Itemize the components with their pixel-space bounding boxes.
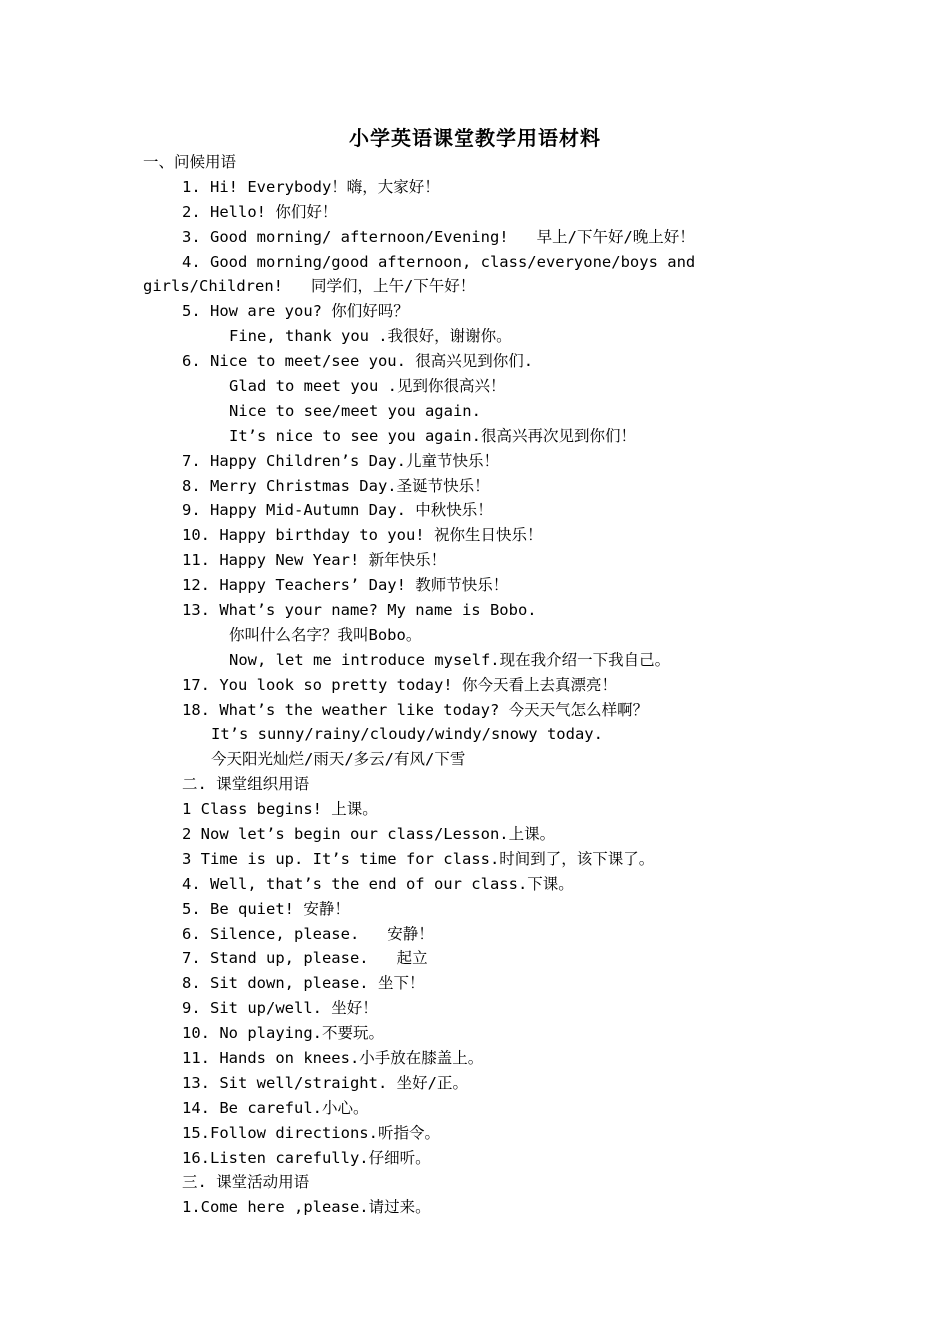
text-line: 8. Sit down, please. 坐下！: [182, 974, 425, 992]
section-heading-greetings: 一、问候用语: [143, 153, 237, 171]
text-line: 3 Time is up. It’s time for class.时间到了，该下课了。: [182, 850, 655, 868]
document-title: 小学英语课堂教学用语材料: [349, 126, 601, 150]
text-line: 7. Happy Children’s Day.儿童节快乐！: [182, 452, 499, 470]
text-line: 11. Happy New Year! 新年快乐！: [182, 551, 447, 569]
text-line: 5. How are you? 你们好吗？: [182, 302, 409, 320]
text-line: 10. No playing.不要玩。: [182, 1024, 384, 1042]
text-line: Fine, thank you .我很好，谢谢你。: [229, 327, 512, 345]
text-line: 13. Sit well/straight. 坐好/正。: [182, 1074, 468, 1092]
text-line: 6. Silence, please. 安静！: [182, 925, 434, 943]
text-line: 18. What’s the weather like today? 今天天气怎么样啊？: [182, 701, 649, 719]
text-line: 4. Well, that’s the end of our class.下课。: [182, 875, 574, 893]
text-line: 2. Hello! 你们好！: [182, 203, 338, 221]
text-line: 你叫什么名字？我叫Bobo。: [229, 626, 422, 644]
text-line: Now, let me introduce myself.现在我介绍一下我自己。: [229, 651, 671, 669]
text-line: 1. Hi! Everybody！嗨，大家好！: [182, 178, 440, 196]
text-line: 7. Stand up, please. 起立: [182, 949, 428, 967]
text-line: 9. Sit up/well. 坐好！: [182, 999, 378, 1017]
text-line: It’s nice to see you again.很高兴再次见到你们！: [229, 427, 636, 445]
text-line: 15.Follow directions.听指令。: [182, 1124, 440, 1142]
text-line: 今天阳光灿烂/雨天/多云/有风/下雪: [211, 750, 466, 768]
text-line: 5. Be quiet! 安静！: [182, 900, 350, 918]
text-line: girls/Children! 同学们，上午/下午好！: [143, 277, 476, 295]
text-line: 16.Listen carefully.仔细听。: [182, 1149, 431, 1167]
text-line: It’s sunny/rainy/cloudy/windy/snowy today.: [211, 725, 603, 743]
text-line: 9. Happy Mid-Autumn Day. 中秋快乐！: [182, 501, 493, 519]
text-line: 11. Hands on knees.小手放在膝盖上。: [182, 1049, 484, 1067]
text-line: 13. What’s your name? My name is Bobo.: [182, 601, 537, 619]
text-line: Glad to meet you .见到你很高兴！: [229, 377, 506, 395]
text-line: 1.Come here ,please.请过来。: [182, 1198, 431, 1216]
section-heading-classroom-activities: 三. 课堂活动用语: [182, 1173, 310, 1191]
text-line: 17. You look so pretty today! 你今天看上去真漂亮！: [182, 676, 617, 694]
text-line: 10. Happy birthday to you! 祝你生日快乐！: [182, 526, 543, 544]
text-line: 14. Be careful.小心。: [182, 1099, 369, 1117]
text-line: Nice to see/meet you again.: [229, 402, 481, 420]
text-line: 4. Good morning/good afternoon, class/everyone/boys and: [182, 253, 696, 271]
section-heading-classroom-organization: 二. 课堂组织用语: [182, 775, 310, 793]
text-line: 8. Merry Christmas Day.圣诞节快乐！: [182, 477, 490, 495]
text-line: 12. Happy Teachers’ Day! 教师节快乐！: [182, 576, 509, 594]
text-line: 3. Good morning/ afternoon/Evening! 早上/下午好/晚上好！: [182, 228, 695, 246]
text-line: 1 Class begins! 上课。: [182, 800, 378, 818]
text-line: 2 Now let’s begin our class/Lesson.上课。: [182, 825, 556, 843]
text-line: 6. Nice to meet/see you. 很高兴见到你们.: [182, 352, 534, 370]
